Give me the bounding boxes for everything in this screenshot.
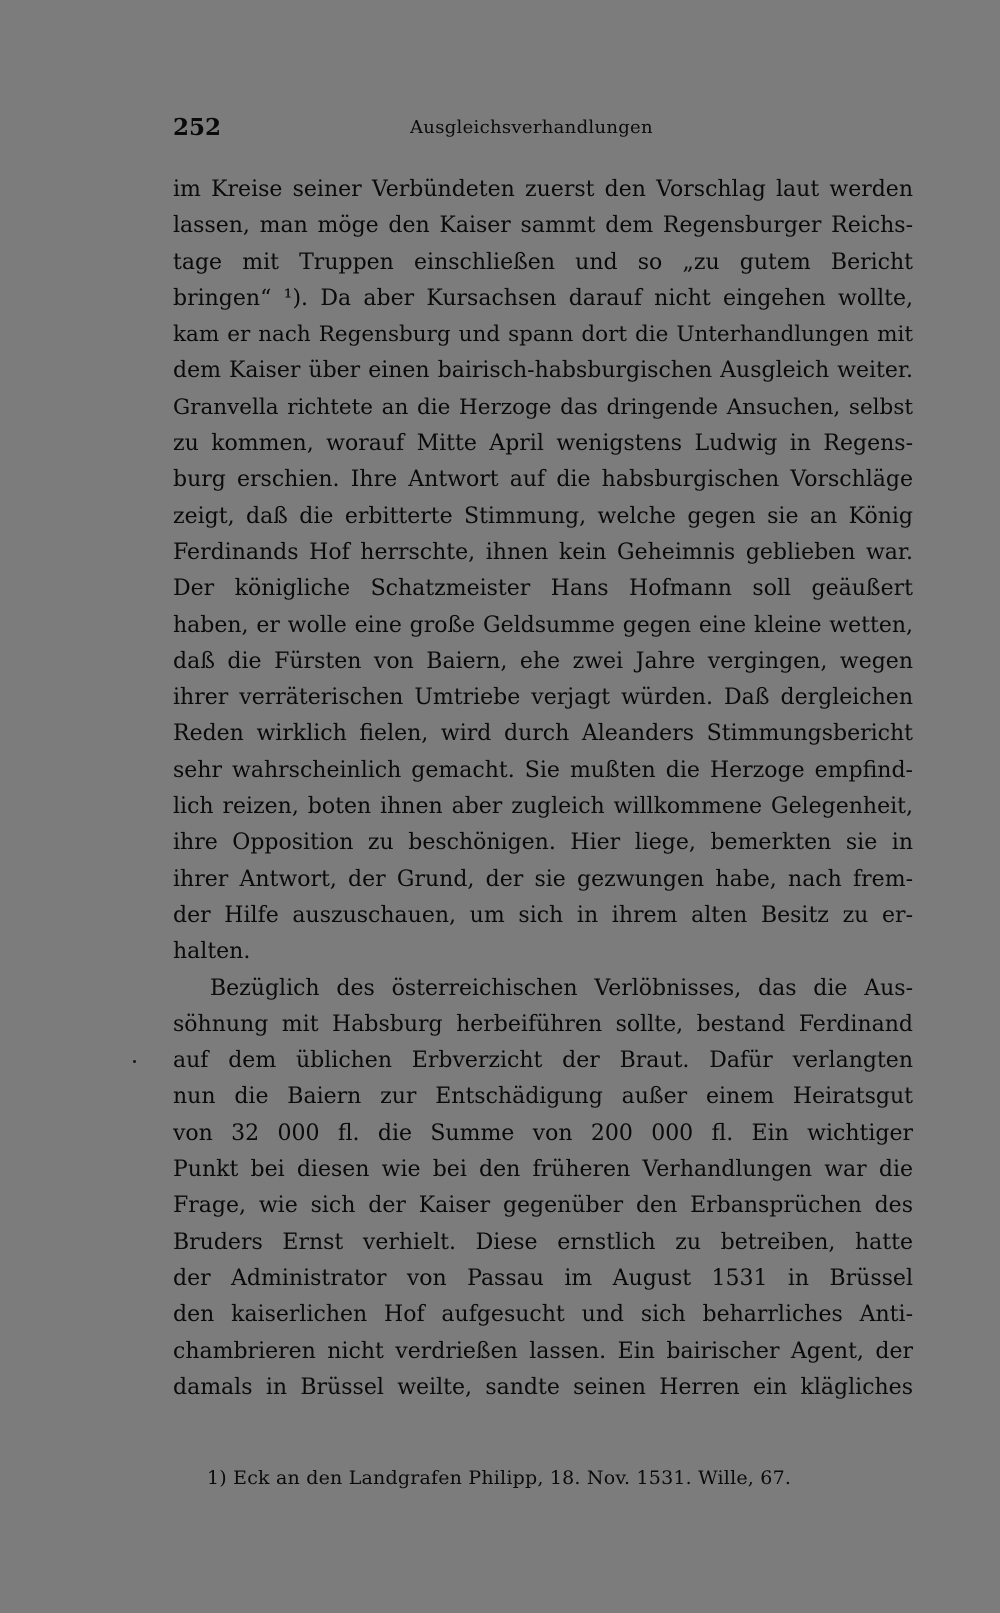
text-line: ihre Opposition zu beschönigen. Hier liege, bemerkten sie in <box>173 830 913 856</box>
text-line: lassen, man möge den Kaiser sammt dem Regensburger Reichs- <box>173 213 913 239</box>
running-head: Ausgleichsverhandlungen <box>410 117 653 138</box>
text-line: daß die Fürsten von Baiern, ehe zwei Jahre vergingen, wegen <box>173 648 913 674</box>
text-line: ihrer Antwort, der Grund, der sie gezwungen habe, nach frem- <box>173 866 913 892</box>
text-line: lich reizen, boten ihnen aber zugleich willkommene Gelegenheit, <box>173 794 913 820</box>
text-line: Punkt bei diesen wie bei den früheren Verhandlungen war die <box>173 1157 913 1183</box>
text-line: tage mit Truppen einschließen und so „zu gutem Bericht <box>173 249 913 275</box>
text-line: der Hilfe auszuschauen, um sich in ihrem alten Besitz zu er- <box>173 902 913 928</box>
text-line: von 32 000 fl. die Summe von 200 000 fl. Ein wichtiger <box>173 1120 913 1146</box>
text-line: der Administrator von Passau im August 1531 in Brüssel <box>173 1265 913 1291</box>
footnote: 1) Eck an den Landgrafen Philipp, 18. Nov. 1531. Wille, 67. <box>207 1467 792 1489</box>
text-line: zu kommen, worauf Mitte April wenigstens Ludwig in Regens- <box>173 431 913 457</box>
text-line: burg erschien. Ihre Antwort auf die habsburgischen Vorschläge <box>173 467 913 493</box>
text-line: Granvella richtete an die Herzoge das dringende Ansuchen, selbst <box>173 394 913 420</box>
text-line: auf dem üblichen Erbverzicht der Braut. Dafür verlangten <box>173 1048 913 1074</box>
text-line: Der königliche Schatzmeister Hans Hofmann soll geäußert <box>173 576 913 602</box>
text-line: sehr wahrscheinlich gemacht. Sie mußten die Herzoge empfind- <box>173 757 913 783</box>
text-line: bringen“ ¹). Da aber Kursachsen darauf nicht eingehen wollte, <box>173 285 913 311</box>
text-line: Frage, wie sich der Kaiser gegenüber den Erbansprüchen des <box>173 1193 913 1219</box>
text-line: Ferdinands Hof herrschte, ihnen kein Geheimnis geblieben war. <box>173 539 913 565</box>
text-line: Bezüglich des österreichischen Verlöbnisses, das die Aus- <box>210 975 913 1001</box>
text-line: nun die Baiern zur Entschädigung außer einem Heiratsgut <box>173 1084 913 1110</box>
page-number: 252 <box>173 114 222 141</box>
page-header <box>173 114 913 150</box>
text-line: halten. <box>173 939 251 965</box>
text-line: den kaiserlichen Hof aufgesucht und sich beharrliches Anti- <box>173 1302 913 1328</box>
text-line: im Kreise seiner Verbündeten zuerst den Vorschlag laut werden <box>173 177 913 202</box>
body-text <box>173 172 913 1406</box>
text-line: zeigt, daß die erbitterte Stimmung, welche gegen sie an König <box>173 503 913 529</box>
text-line: chambrieren nicht verdrießen lassen. Ein bairischer Agent, der <box>173 1338 913 1364</box>
text-line: haben, er wolle eine große Geldsumme gegen eine kleine wetten, <box>173 612 913 638</box>
text-line: ihrer verräterischen Umtriebe verjagt würden. Daß dergleichen <box>173 685 913 711</box>
text-line: söhnung mit Habsburg herbeiführen sollte, bestand Ferdinand <box>173 1011 913 1037</box>
text-line: Bruders Ernst verhielt. Diese ernstlich zu betreiben, hatte <box>173 1229 913 1255</box>
text-line: kam er nach Regensburg und spann dort die Unterhandlungen mit <box>173 322 913 348</box>
text-line: dem Kaiser über einen bairisch-habsburgischen Ausgleich weiter. <box>173 358 913 384</box>
scan-speck <box>133 1060 136 1063</box>
text-line: damals in Brüssel weilte, sandte seinen Herren ein klägliches <box>173 1374 913 1400</box>
text-line: Reden wirklich fielen, wird durch Aleanders Stimmungsbericht <box>173 721 913 747</box>
